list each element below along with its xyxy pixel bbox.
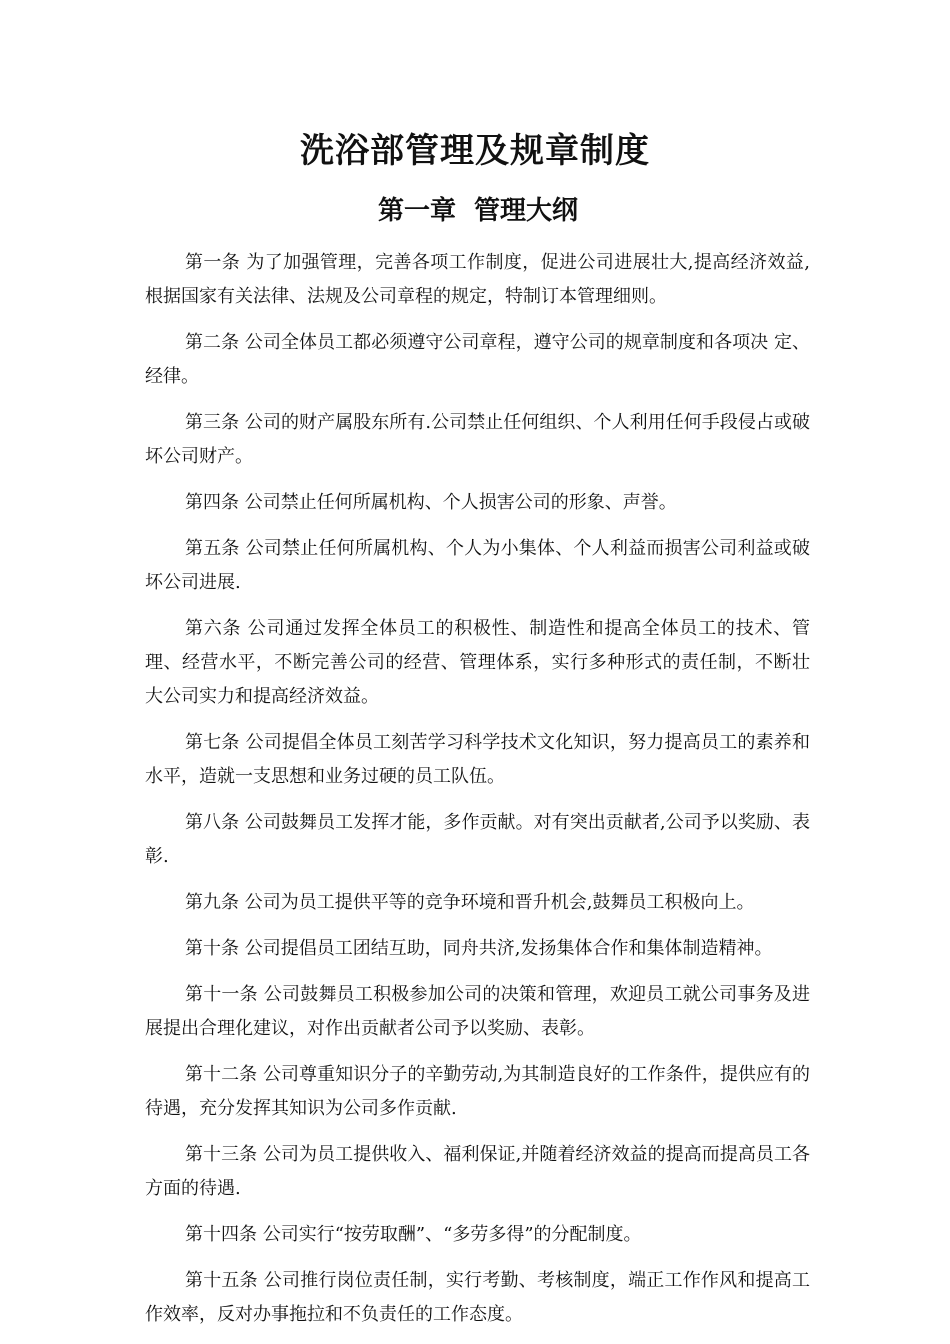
article-number: 第十一条 (185, 984, 258, 1005)
article-paragraph (145, 1138, 810, 1206)
article-text: 公司的财产属股东所有.公司禁止任何组织、个人利用任何手段侵占或破坏公司财产。 (145, 412, 811, 467)
article-number: 第一条 (185, 252, 241, 273)
article-text: 公司实行“按劳取酬”、“多劳多得”的分配制度。 (262, 1224, 642, 1245)
article-text: 公司为员工提供平等的竞争环境和晋升机会,鼓舞员工积极向上。 (244, 892, 755, 913)
article-paragraph (145, 612, 810, 714)
article-number: 第四条 (185, 492, 239, 513)
article-paragraph (145, 1058, 810, 1126)
article-number: 第五条 (185, 538, 240, 559)
article-number: 第十二条 (185, 1064, 258, 1085)
article-paragraph (145, 726, 810, 794)
article-paragraph (145, 806, 810, 874)
article-number: 第十三条 (185, 1144, 258, 1165)
article-text: 公司提倡员工团结互助，同舟共济,发扬集体合作和集体制造精神。 (244, 938, 773, 959)
chapter-title: 第一章 管理大纲 (377, 196, 579, 226)
article-text: 公司为员工提供收入、福利保证,并随着经济效益的提高而提高员工各方面的待遇. (145, 1144, 811, 1199)
article-text: 公司通过发挥全体员工的积极性、制造性和提高全体员工的技术、管理、经营水平，不断完善公司的经营、管理体系，实行多种形式的责任制，不断壮大公司实力和提高经济效益。 (145, 618, 810, 707)
article-number: 第十条 (185, 938, 239, 959)
article-text: 为了加强管理，完善各项工作制度，促进公司进展壮大,提高经济效益,根据国家有关法律、法规及公司章程的规定，特制订本管理细则。 (145, 252, 810, 307)
article-text: 公司鼓舞员工发挥才能，多作贡献。对有突出贡献者,公司予以奖励、表彰. (145, 812, 811, 867)
article-paragraph (145, 486, 810, 520)
article-number: 第三条 (185, 412, 240, 433)
article-number: 第九条 (185, 892, 239, 913)
article-number: 第十五条 (185, 1270, 258, 1291)
article-paragraph (145, 1218, 810, 1252)
article-number: 第十四条 (185, 1224, 257, 1245)
article-number: 第二条 (185, 332, 240, 353)
article-text: 公司尊重知识分子的辛勤劳动,为其制造良好的工作条件，提供应有的待遇，充分发挥其知识为公司多作贡献. (145, 1064, 811, 1119)
article-number: 第七条 (185, 732, 240, 753)
article-paragraph (145, 932, 810, 966)
article-text: 公司全体员工都必须遵守公司章程，遵守公司的规章制度和各项决 定、经律。 (145, 332, 811, 387)
article-text: 公司推行岗位责任制，实行考勤、考核制度，端正工作作风和提高工作效率，反对办事拖拉和不负责任的工作态度。 (145, 1270, 810, 1325)
article-number: 第六条 (185, 618, 242, 639)
article-number: 第八条 (185, 812, 240, 833)
article-paragraph (145, 326, 810, 394)
article-paragraph (145, 246, 810, 314)
article-paragraph (145, 1264, 810, 1332)
article-text: 公司提倡全体员工刻苦学习科学技术文化知识，努力提高员工的素养和水平，造就一支思想和业务过硬的员工队伍。 (145, 732, 811, 787)
article-paragraph (145, 532, 810, 600)
article-paragraph (145, 406, 810, 474)
document-title: 洗浴部管理及规章制度 (300, 131, 650, 171)
article-paragraph (145, 978, 810, 1046)
article-paragraph (145, 886, 810, 920)
article-text: 公司禁止任何所属机构、个人为小集体、个人利益而损害公司利益或破坏公司进展. (145, 538, 811, 593)
articles-list (145, 246, 810, 1344)
article-text: 公司禁止任何所属机构、个人损害公司的形象、声誉。 (244, 492, 677, 513)
article-text: 公司鼓舞员工积极参加公司的决策和管理，欢迎员工就公司事务及进展提出合理化建议，对作出贡献者公司予以奖励、表彰。 (145, 984, 810, 1039)
